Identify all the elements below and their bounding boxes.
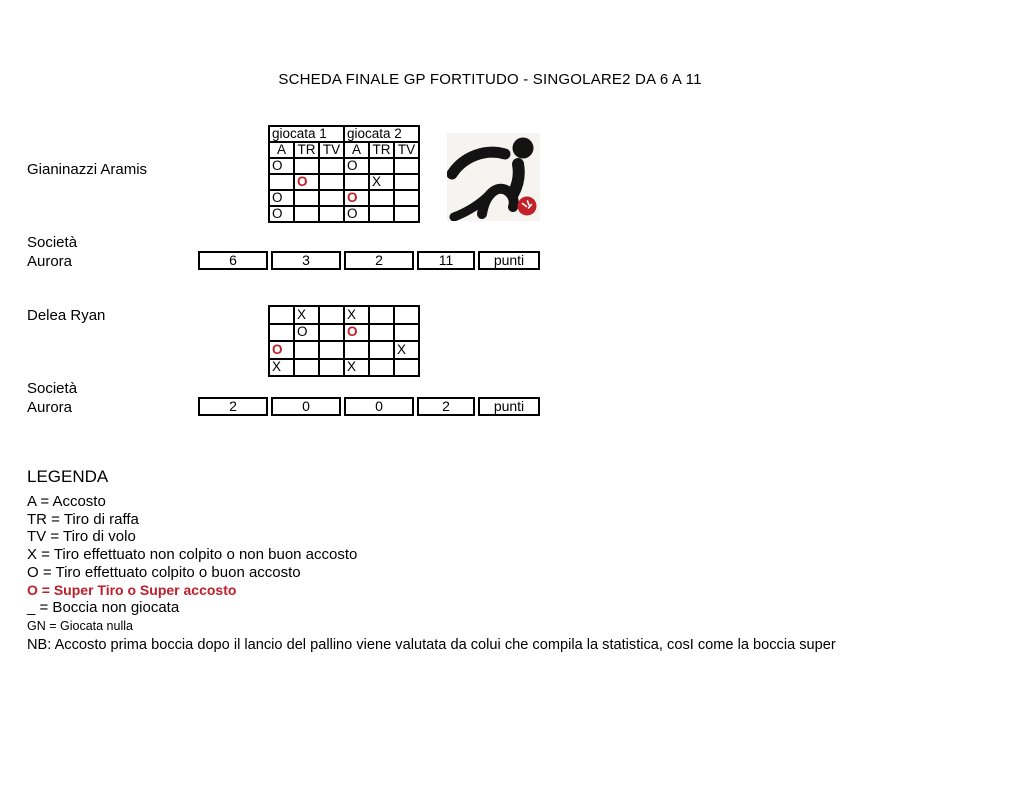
grid-cell: X [294,306,319,324]
legend-line-o: O = Tiro effettuato colpito o buon accosto [27,563,301,581]
legend-line-gn: GN = Giocata nulla [27,619,133,634]
player1-score-row [198,251,540,270]
score-cell: 0 [271,397,341,416]
grid-row [269,324,419,342]
grid-cell [319,174,344,190]
grid-cell [369,324,394,342]
score-cell: 2 [198,397,268,416]
grid-cell [319,341,344,359]
col-header: A [344,142,369,158]
score-total-cell: 11 [417,251,475,270]
score-label-cell: punti [478,251,540,270]
society2-name: Aurora [27,399,73,416]
grid-cell [394,324,419,342]
grid-cell: O [294,324,319,342]
grid-cell [269,306,294,324]
grid-cell [369,359,394,377]
grid-cell [319,306,344,324]
grid-cell [269,324,294,342]
col-header: A [269,142,294,158]
legend-line-tr: TR = Tiro di raffa [27,510,139,528]
grid-cell [294,341,319,359]
grid-cell [394,306,419,324]
col-header: TV [394,142,419,158]
grid-column-header-row [269,142,419,158]
grid-cell [294,158,319,174]
legend-line-x: X = Tiro effettuato non colpito o non buon accosto [27,546,358,564]
grid-cell: O [269,341,294,359]
grid-cell [394,206,419,222]
legend-line-underscore: _ = Boccia non giocata [27,599,180,617]
grid-cell: O [344,206,369,222]
society1-name: Aurora [27,253,73,270]
player2-name: Delea Ryan [27,307,106,324]
score-cell: 3 [271,251,341,270]
grid-cell: O [344,324,369,342]
player1-marks-grid [268,125,420,223]
grid-row [269,190,419,206]
grid-cell [319,158,344,174]
legend-heading: LEGENDA [27,467,109,486]
grid-cell [394,174,419,190]
grid-row [269,359,419,377]
grid-cell [319,324,344,342]
grid-row [269,306,419,324]
grid-cell [369,158,394,174]
grid-row [269,206,419,222]
grid-group-header-row [269,126,419,142]
society1-label: Società [27,234,78,251]
society2-label: Società [27,380,78,397]
grid-row [269,174,419,190]
col-header: TV [319,142,344,158]
grid-cell [319,359,344,377]
score-label-cell: punti [478,397,540,416]
grid-cell [319,190,344,206]
player1-name: Gianinazzi Aramis [27,161,148,178]
col-header: TR [369,142,394,158]
grid-cell: X [269,359,294,377]
page-title: SCHEDA FINALE GP FORTITUDO - SINGOLARE2 DA 6 A 11 [278,71,702,88]
grid-cell [369,206,394,222]
grid-cell: O [269,206,294,222]
grid-cell [369,306,394,324]
player2-score-row [198,397,540,416]
grid-cell [344,341,369,359]
score-cell: 6 [198,251,268,270]
grid-cell [344,174,369,190]
grid-cell: O [344,158,369,174]
legend [27,467,927,655]
grid-cell: X [394,341,419,359]
grid-cell [294,359,319,377]
grid-cell [319,206,344,222]
grid-cell: O [344,190,369,206]
grid-cell: O [269,158,294,174]
grid-cell [294,206,319,222]
grid-cell: O [269,190,294,206]
score-cell: 0 [344,397,414,416]
grid-row [269,341,419,359]
grid-cell: X [369,174,394,190]
legend-line-super: O = Super Tiro o Super accosto [27,581,237,598]
grid-cell [394,359,419,377]
score-cell: 2 [344,251,414,270]
group-header-giocata1: giocata 1 [269,126,344,142]
group-header-giocata2: giocata 2 [344,126,419,142]
grid-cell [369,341,394,359]
legend-note-nb: NB: Accosto prima boccia dopo il lancio del pallino viene valutata da colui che compila la statistica, cosI come la boccia super [27,636,836,653]
bocce-player-icon [447,133,540,221]
grid-cell [269,174,294,190]
grid-cell [369,190,394,206]
legend-line-tv: TV = Tiro di volo [27,528,136,546]
grid-cell: X [344,306,369,324]
grid-cell [294,190,319,206]
score-total-cell: 2 [417,397,475,416]
legend-line-accosto: A = Accosto [27,493,106,510]
col-header: TR [294,142,319,158]
grid-cell: X [344,359,369,377]
grid-cell [394,158,419,174]
grid-cell [394,190,419,206]
grid-cell: O [294,174,319,190]
grid-row [269,158,419,174]
player2-marks-grid [268,305,420,377]
